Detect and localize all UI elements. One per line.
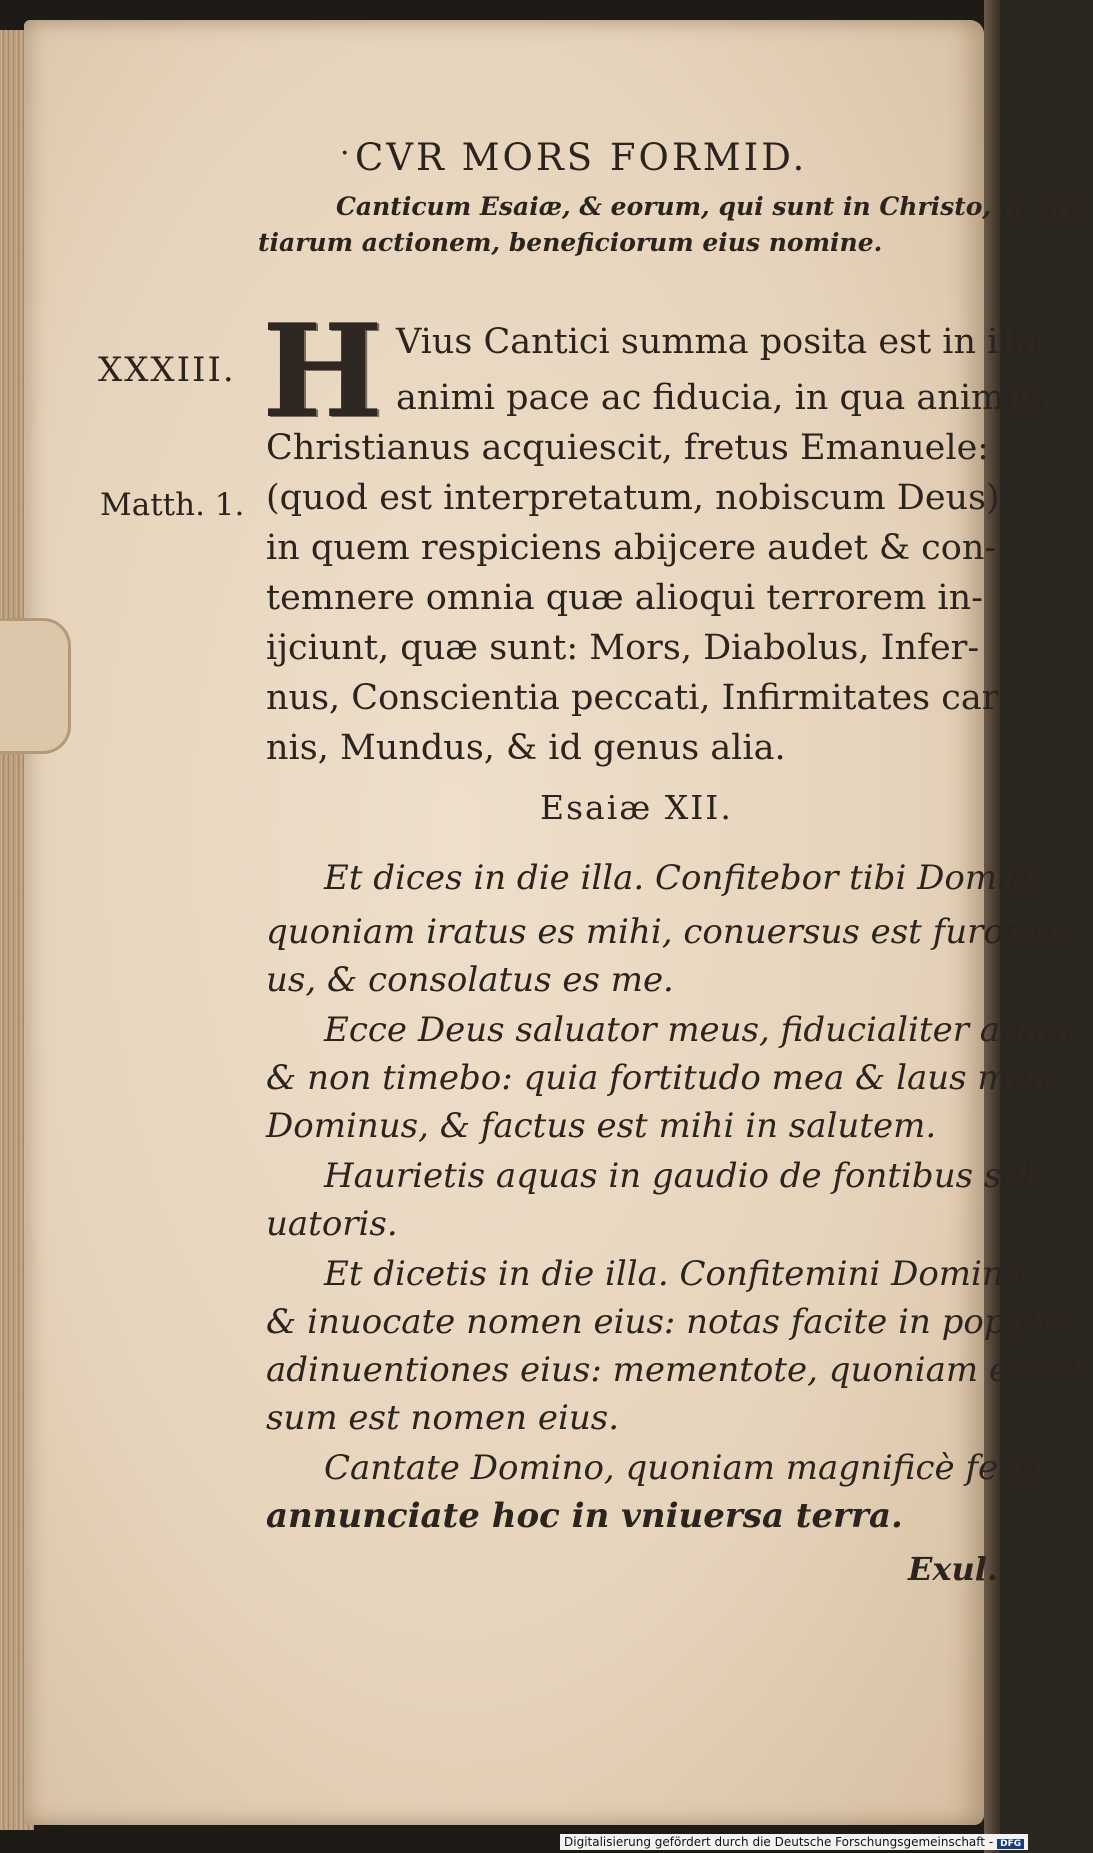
canticle-line: uatoris. <box>266 1204 398 1244</box>
canticle-line: Ecce Deus saluator meus, fiducialiter agam, <box>324 1010 1086 1050</box>
canticle-line: us, & consolatus es me. <box>266 960 674 1000</box>
dfg-logo: DFG <box>997 1839 1024 1849</box>
paragraph-line: animi pace ac fiducia, in qua animus <box>396 378 1045 418</box>
canticle-line: Cantate Domino, quoniam magnificè fecit: <box>324 1448 1054 1488</box>
paragraph-line: nis, Mundus, & id genus alia. <box>266 728 786 768</box>
paragraph-line: nus, Conscientia peccati, Infirmitates car- <box>266 678 1011 718</box>
canticle-line: Dominus, & factus est mihi in salutem. <box>266 1106 937 1146</box>
digitization-footer <box>560 1834 1028 1850</box>
canticle-line: & non timebo: quia fortitudo mea & laus mea <box>266 1058 1051 1098</box>
paragraph-line: Christianus acquiescit, fretus Emanuele: <box>266 428 990 468</box>
header-ornament-dot: · <box>340 136 350 171</box>
canticle-line: Et dices in die illa. Confitebor tibi Domine, <box>324 858 1061 898</box>
canticle-line: & inuocate nomen eius: notas facite in populis <box>266 1302 1067 1342</box>
canticle-line: annunciate hoc in vniuersa terra. <box>266 1496 903 1536</box>
margin-section-number: XXXIII. <box>98 350 236 390</box>
canticle-line: quoniam iratus es mihi, conuersus est furor tu- <box>266 912 1078 952</box>
paragraph-line: in quem respiciens abijcere audet & con- <box>266 528 997 568</box>
subtitle-line-2: tiarum actionem, beneficiorum eius nomine. <box>258 228 883 257</box>
canticle-line: adinuentiones eius: mementote, quoniam excel- <box>266 1350 1090 1390</box>
drop-cap: H <box>262 297 383 447</box>
canticle-title: Esaiæ XII. <box>540 788 733 827</box>
canticle-line: sum est nomen eius. <box>266 1398 620 1438</box>
running-head: CVR MORS FORMID. <box>355 136 808 179</box>
canticle-line: Haurietis aquas in gaudio de fontibus sal- <box>324 1156 1044 1196</box>
paragraph-line: ijciunt, quæ sunt: Mors, Diabolus, Infer- <box>266 628 980 668</box>
margin-reference: Matth. 1. <box>100 487 245 523</box>
footer-text: Digitalisierung gefördert durch die Deutsche Forschungsgemeinschaft - <box>564 1835 994 1849</box>
paragraph-line: Vius Cantici summa posita est in illa <box>396 322 1042 362</box>
subtitle-line-1: Canticum Esaiæ, & eorum, qui sunt in Christo, in gra- <box>336 192 1093 221</box>
paragraph-line: (quod est interpretatum, nobiscum Deus) <box>266 478 1000 518</box>
book-clasp-tab <box>0 618 71 754</box>
canticle-line: Et dicetis in die illa. Confitemini Domino, <box>324 1254 1036 1294</box>
catchword: Exul. <box>908 1550 999 1588</box>
paragraph-line: temnere omnia quæ alioqui terrorem in- <box>266 578 983 618</box>
